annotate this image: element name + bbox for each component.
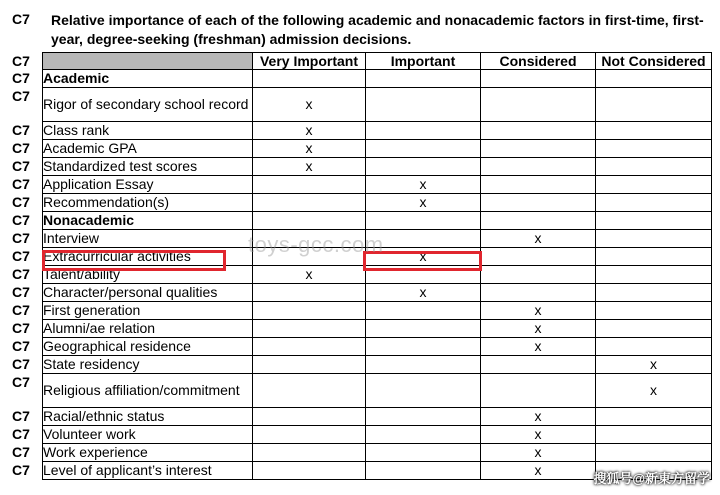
importance-mark: x — [366, 248, 481, 266]
factor-row — [43, 320, 712, 338]
importance-mark — [366, 338, 481, 356]
importance-mark: x — [596, 356, 712, 374]
importance-mark: x — [481, 230, 596, 248]
importance-mark — [366, 158, 481, 176]
section-row — [43, 212, 712, 230]
factor-row — [43, 140, 712, 158]
importance-mark — [481, 374, 596, 408]
importance-mark — [366, 444, 481, 462]
empty-cell — [253, 212, 366, 230]
column-header: Important — [366, 53, 481, 70]
importance-mark — [596, 176, 712, 194]
row-code: C7 — [12, 266, 30, 282]
importance-mark — [253, 284, 366, 302]
factor-row — [43, 88, 712, 122]
row-code: C7 — [12, 248, 30, 264]
row-code: C7 — [12, 284, 30, 300]
importance-mark: x — [253, 266, 366, 284]
watermark-text: toys-gcc.com — [248, 232, 384, 257]
factor-label: Interview — [43, 230, 253, 248]
importance-mark: x — [253, 158, 366, 176]
importance-mark — [596, 408, 712, 426]
section-label: Academic — [43, 70, 253, 88]
importance-mark: x — [253, 140, 366, 158]
factor-row — [43, 356, 712, 374]
importance-mark — [596, 444, 712, 462]
importance-mark — [366, 302, 481, 320]
importance-mark: x — [481, 462, 596, 480]
factor-row — [43, 338, 712, 356]
row-code: C7 — [12, 52, 30, 69]
empty-cell — [253, 70, 366, 88]
row-code: C7 — [12, 444, 30, 460]
row-code: C7 — [12, 408, 30, 424]
importance-mark — [366, 88, 481, 122]
factor-label: Rigor of secondary school record — [43, 88, 253, 122]
factor-label: State residency — [43, 356, 253, 374]
factor-label: Character/personal qualities — [43, 284, 253, 302]
empty-cell — [366, 212, 481, 230]
factor-row — [43, 426, 712, 444]
importance-mark: x — [253, 88, 366, 122]
row-code: C7 — [12, 70, 30, 86]
importance-mark: x — [366, 176, 481, 194]
importance-mark — [253, 408, 366, 426]
header-code: C7 — [12, 11, 30, 27]
factor-label: Level of applicant’s interest — [43, 462, 253, 480]
factor-label: First generation — [43, 302, 253, 320]
row-code: C7 — [12, 158, 30, 174]
importance-mark: x — [481, 408, 596, 426]
row-code: C7 — [12, 356, 30, 372]
column-header: Considered — [481, 53, 596, 70]
importance-mark — [596, 266, 712, 284]
factor-row — [43, 374, 712, 408]
importance-mark: x — [253, 122, 366, 140]
importance-mark — [596, 140, 712, 158]
column-header: Not Considered — [596, 53, 712, 70]
row-code: C7 — [12, 374, 30, 390]
importance-mark — [481, 88, 596, 122]
importance-mark — [596, 122, 712, 140]
row-code: C7 — [12, 194, 30, 210]
factor-label: Alumni/ae relation — [43, 320, 253, 338]
row-code: C7 — [12, 88, 30, 104]
importance-mark — [366, 462, 481, 480]
empty-cell — [366, 70, 481, 88]
empty-cell — [596, 212, 712, 230]
factor-row — [43, 408, 712, 426]
importance-mark: x — [366, 194, 481, 212]
importance-mark — [596, 230, 712, 248]
importance-mark — [596, 320, 712, 338]
importance-mark — [253, 356, 366, 374]
importance-mark — [596, 88, 712, 122]
factor-row — [43, 302, 712, 320]
factor-label: Academic GPA — [43, 140, 253, 158]
importance-mark — [253, 444, 366, 462]
importance-mark — [366, 356, 481, 374]
importance-mark — [366, 320, 481, 338]
row-code: C7 — [12, 338, 30, 354]
importance-mark — [481, 176, 596, 194]
row-code: C7 — [12, 426, 30, 442]
importance-mark: x — [481, 338, 596, 356]
factor-label: Religious affiliation/commitment — [43, 374, 253, 408]
importance-mark — [596, 194, 712, 212]
importance-mark — [481, 284, 596, 302]
importance-mark — [253, 302, 366, 320]
factor-label: Geographical residence — [43, 338, 253, 356]
importance-mark — [253, 338, 366, 356]
importance-mark — [366, 426, 481, 444]
table-header-row — [43, 53, 712, 70]
importance-mark — [366, 408, 481, 426]
factor-row — [43, 194, 712, 212]
row-code: C7 — [12, 230, 30, 246]
importance-mark — [253, 462, 366, 480]
header-blank-cell — [43, 53, 253, 70]
importance-mark — [596, 284, 712, 302]
empty-cell — [596, 70, 712, 88]
importance-mark: x — [481, 302, 596, 320]
factor-label: Extracurricular activities — [43, 248, 253, 266]
importance-mark — [481, 248, 596, 266]
row-code: C7 — [12, 122, 30, 138]
row-code: C7 — [12, 140, 30, 156]
importance-mark: x — [481, 320, 596, 338]
factor-row — [43, 122, 712, 140]
importance-mark — [481, 140, 596, 158]
factor-row — [43, 176, 712, 194]
factor-label: Class rank — [43, 122, 253, 140]
importance-mark: x — [596, 374, 712, 408]
importance-mark — [596, 248, 712, 266]
importance-mark — [481, 356, 596, 374]
section-label: Nonacademic — [43, 212, 253, 230]
page-title: Relative importance of each of the following academic and nonacademic factors in first-time, first-year, degree-seeking (freshman) admission decisions. — [51, 12, 704, 47]
importance-mark — [596, 338, 712, 356]
importance-mark — [481, 158, 596, 176]
importance-mark — [253, 176, 366, 194]
corner-credit: 搜狐号@新東方留学 — [593, 471, 710, 486]
empty-cell — [481, 70, 596, 88]
factor-row — [43, 444, 712, 462]
importance-mark — [596, 426, 712, 444]
row-code: C7 — [12, 462, 30, 478]
row-code: C7 — [12, 320, 30, 336]
factor-label: Standardized test scores — [43, 158, 253, 176]
importance-mark — [366, 140, 481, 158]
empty-cell — [481, 212, 596, 230]
importance-mark: x — [481, 444, 596, 462]
highlight-box-label — [42, 250, 226, 271]
factor-label: Racial/ethnic status — [43, 408, 253, 426]
factor-label: Talent/ability — [43, 266, 253, 284]
column-header: Very Important — [253, 53, 366, 70]
importance-mark — [481, 266, 596, 284]
factor-label: Work experience — [43, 444, 253, 462]
importance-mark — [253, 374, 366, 408]
row-code: C7 — [12, 302, 30, 318]
importance-mark — [596, 302, 712, 320]
factor-label: Recommendation(s) — [43, 194, 253, 212]
importance-mark — [253, 426, 366, 444]
importance-mark — [366, 122, 481, 140]
importance-mark — [481, 122, 596, 140]
importance-mark — [596, 158, 712, 176]
factor-label: Application Essay — [43, 176, 253, 194]
row-code: C7 — [12, 176, 30, 192]
section-row — [43, 70, 712, 88]
importance-mark — [366, 374, 481, 408]
factor-row — [43, 158, 712, 176]
importance-mark — [481, 194, 596, 212]
row-code: C7 — [12, 212, 30, 228]
factor-row — [43, 284, 712, 302]
factor-label: Volunteer work — [43, 426, 253, 444]
importance-mark — [253, 320, 366, 338]
importance-mark: x — [366, 284, 481, 302]
importance-mark — [253, 194, 366, 212]
importance-mark: x — [481, 426, 596, 444]
